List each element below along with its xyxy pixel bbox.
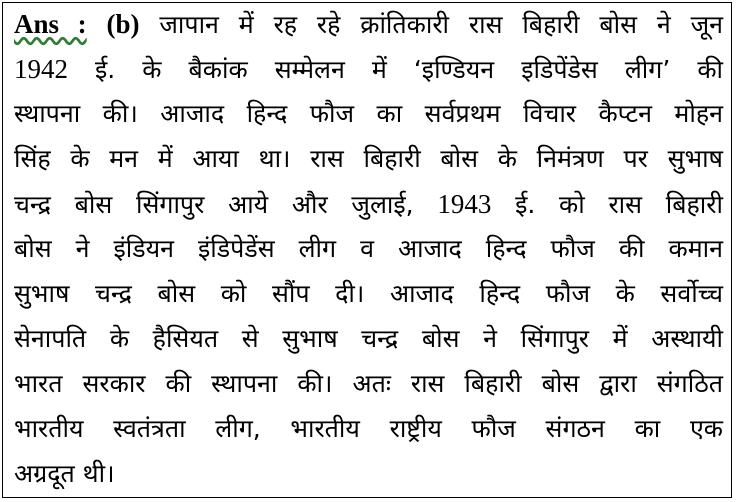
line-text: चन्द्र बोस सिंगापुर आये और जुलाई,: [14, 190, 414, 219]
text-line-3: [14, 95, 723, 133]
line-text: भारत सरकार की स्थापना की। अतः रास बिहारी बोस द्वारा संगठित: [14, 369, 723, 398]
text-line-2: [14, 50, 723, 88]
text-line-6: [14, 230, 723, 268]
line-text: अग्रदूत थी।: [14, 459, 115, 488]
text-line-5: [14, 185, 723, 223]
text-line-4: [14, 140, 723, 178]
answer-box: [2, 2, 732, 498]
line-text-continued: ई. को रास बिहारी: [515, 190, 723, 219]
line-text: ई. के बैकांक सम्मेलन में ‘इण्डियन इडिपेंडेस लीग’ की: [95, 55, 723, 84]
answer-option: (b): [106, 9, 140, 39]
line-text: सिंह के मन में आया था। रास बिहारी बोस के निमंत्रण पर सुभाष: [14, 144, 723, 173]
text-line-10: [14, 410, 723, 448]
text-line-9: [14, 365, 723, 403]
text-line-1: [14, 5, 723, 43]
year-number: 1942: [14, 54, 68, 84]
answer-label: Ans :: [14, 9, 87, 39]
year-number: 1943: [437, 189, 492, 219]
line-text: बोस ने इंडियन इंडिपेडेंस लीग व आजाद हिन्द फौज की कमान: [14, 234, 723, 263]
line-text: स्थापना की। आजाद हिन्द फौज का सर्वप्रथम विचार कैप्टन मोहन: [14, 99, 723, 128]
line-text: सुभाष चन्द्र बोस को सौंप दी। आजाद हिन्द फौज के सर्वोच्च: [14, 279, 723, 308]
text-line-11: [14, 455, 723, 493]
line-text: जापान में रह रहे क्रांतिकारी रास बिहारी बोस ने जून: [159, 10, 723, 39]
line-text: भारतीय स्वतंत्रता लीग, भारतीय राष्ट्रीय फौज संगठन का एक: [14, 414, 723, 443]
text-line-7: [14, 275, 723, 313]
text-line-8: [14, 320, 723, 358]
line-text: सेनापति के हैसियत से सुभाष चन्द्र बोस ने सिंगापुर में अस्थायी: [14, 324, 723, 353]
